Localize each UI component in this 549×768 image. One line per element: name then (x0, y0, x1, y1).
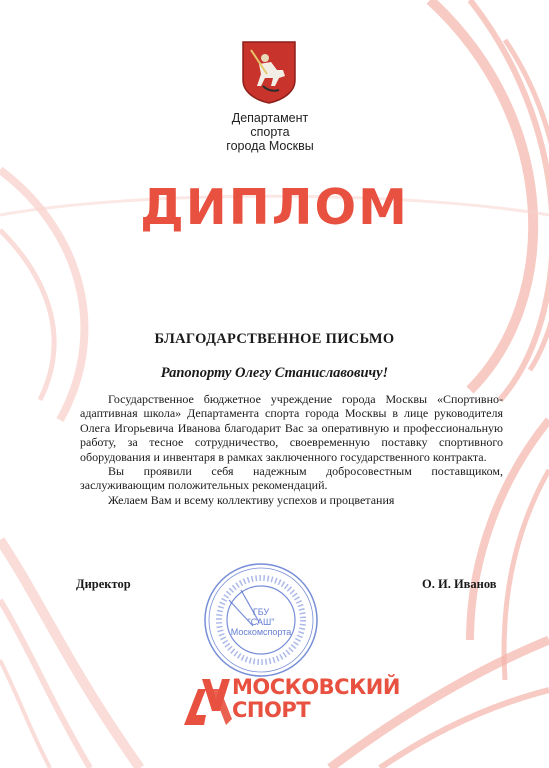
department-line-3: города Москвы (226, 139, 314, 153)
official-stamp (201, 560, 321, 680)
department-name (170, 111, 370, 153)
department-line-2: спорта (250, 125, 290, 139)
letter-paragraph-3: Желаем Вам и всему коллективу успехов и процветания (108, 492, 395, 507)
stamp-line-3: Москомспорта (230, 627, 292, 637)
letter-title: БЛАГОДАРСТВЕННОЕ ПИСЬМО (154, 331, 395, 347)
moscow-sport-wordmark (232, 676, 400, 722)
stamp-line-1: ГБУ (252, 607, 270, 617)
signature-name: О. И. Иванов (422, 577, 497, 591)
moscow-coat-of-arms-icon (241, 40, 297, 104)
logo-line-1: МОСКОВСКИЙ (232, 675, 400, 699)
signature-role: Директор (76, 577, 131, 591)
letter-paragraph-2: Вы проявили себя надежным добросовестным поставщиком, заслуживающим положительных рекомендаций. (80, 464, 503, 493)
letter-body (80, 392, 503, 507)
stamp-line-2: "САШ" (247, 617, 275, 627)
letter-addressee: Рапопорту Олегу Станиславовичу! (160, 365, 389, 381)
department-line-1: Департамент (231, 111, 309, 125)
logo-line-2: СПОРТ (232, 698, 311, 722)
diploma-title: ДИПЛОМ (140, 179, 409, 236)
letter-paragraph-1: Государственное бюджетное учреждение города Москвы «Спортивно-адаптивная школа» Департамента спорта города Москвы в лице руководителя Олега Игорьевича Иванова благодарит Вас за оперативную и профессиональную работу, за тесное сотрудничество, своевременную поставку спортивного оборудования и инвентаря в рамках заключенного государственного контракта. (80, 392, 503, 464)
